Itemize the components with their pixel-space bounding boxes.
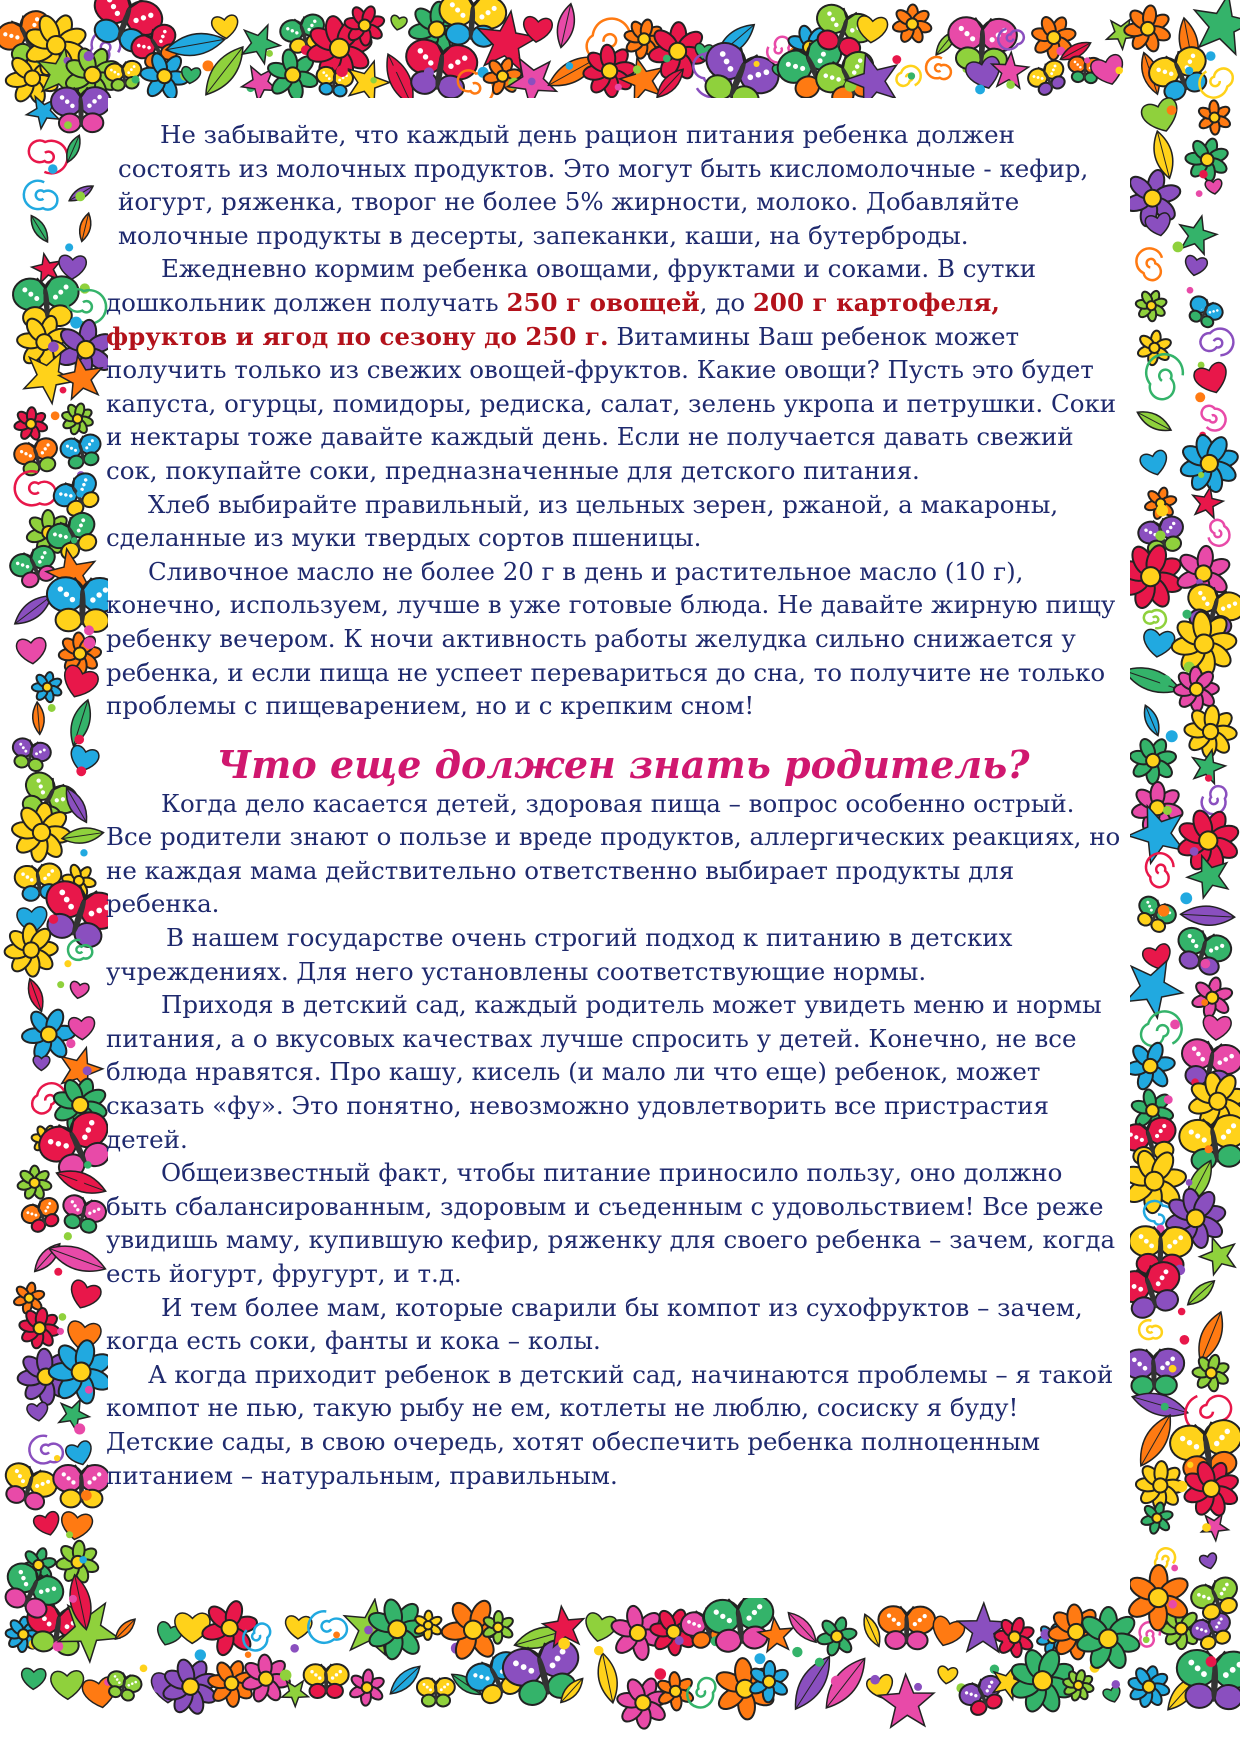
highlight-comma: , (991, 287, 1000, 317)
paragraph (106, 1358, 1128, 1492)
dot-icon (195, 1649, 206, 1660)
flower-icon (20, 1005, 78, 1063)
dot-icon (76, 766, 86, 776)
heart-icon (21, 1668, 46, 1690)
leaf-icon (27, 213, 52, 245)
dot-icon (66, 1531, 73, 1538)
dot-icon (1171, 1565, 1178, 1572)
heart-icon (1142, 629, 1176, 659)
butterfly-icon (1123, 1348, 1185, 1395)
dot-icon (1006, 80, 1015, 89)
dot-icon (892, 55, 901, 64)
dot-icon (1164, 1095, 1173, 1104)
paragraph-text: Ежедневно кормим ребенка овощами, фруктами и соками. В сутки дошкольник должен получать (106, 254, 1037, 317)
heart-icon (389, 15, 408, 32)
leaf-icon (1140, 703, 1163, 738)
swirl-icon (1143, 608, 1168, 630)
dot-icon (558, 1638, 570, 1650)
dot-icon (74, 1423, 85, 1434)
dot-icon (80, 849, 87, 856)
dot-icon (51, 411, 60, 420)
dot-icon (60, 387, 67, 394)
dot-icon (64, 960, 71, 967)
paragraph-text: А когда приходит ребенок в детский сад, начинаются проблемы – я такой компот не пью, такую рыбу не ем, котлеты не люблю, сосиску я буду! Детские сады, в свою очередь, хотят обеспечить ребенка полноценным питанием – натуральным, правильным. (106, 1359, 1114, 1490)
heart-icon (33, 1056, 50, 1071)
flower-icon (891, 4, 933, 45)
dot-icon (1198, 362, 1205, 369)
swirl-icon (1131, 243, 1171, 284)
butterfly-icon (878, 1606, 935, 1650)
dot-icon (654, 1668, 666, 1680)
dot-icon (74, 735, 84, 745)
dot-icon (65, 243, 73, 251)
dot-icon (1168, 1600, 1177, 1609)
dot-icon (59, 1313, 67, 1321)
paragraph-text: , до (699, 287, 746, 317)
paragraph-bread (106, 488, 1128, 555)
paragraph-text: Когда дело касается детей, здоровая пища – вопрос особенно острый. Все родители знают о пользе и вреде продуктов, аллергических реакциях, но не каждая мама действительно ответственно выбирает продукты для ребенка. (106, 788, 1121, 919)
dot-icon (615, 84, 622, 91)
dot-icon (84, 1161, 91, 1168)
dot-icon (1161, 1403, 1169, 1411)
flower-icon (196, 1594, 263, 1661)
swirl-icon (1138, 1319, 1162, 1340)
dot-icon (57, 981, 64, 988)
leaf-icon (112, 1616, 139, 1643)
dot-icon (908, 72, 915, 79)
dot-icon (1173, 242, 1184, 253)
butterfly-icon (51, 87, 111, 133)
dot-icon (1180, 892, 1192, 904)
dot-icon (54, 1455, 60, 1461)
flower-icon (1075, 1607, 1141, 1671)
paragraph (106, 988, 1128, 1156)
paragraph (118, 118, 1128, 252)
dot-icon (1180, 1335, 1190, 1345)
heart-icon (66, 1278, 103, 1312)
swirl-icon (23, 180, 58, 210)
flower-icon (1124, 1661, 1174, 1711)
dot-icon (364, 1626, 373, 1635)
heart-icon (1202, 1015, 1232, 1041)
dot-icon (64, 121, 72, 129)
highlight-potatoes: 200 г картофеля (752, 287, 992, 317)
star-icon (236, 17, 286, 66)
dot-icon (831, 1676, 842, 1687)
dot-icon (54, 1268, 62, 1276)
flower-icon (1179, 132, 1235, 187)
butterfly-icon (0, 1460, 60, 1514)
dot-icon (1160, 675, 1171, 686)
heart-icon (68, 981, 89, 1000)
dot-icon (594, 1646, 603, 1655)
dot-icon (1205, 1145, 1213, 1153)
dot-icon (1198, 472, 1204, 478)
dot-icon (753, 61, 759, 67)
dot-icon (1193, 298, 1204, 309)
butterfly-icon (19, 1195, 65, 1236)
paragraph-text: Хлеб выбирайте правильный, из цельных зерен, ржаной, а макароны, сделанные из муки твердых сортов пшеницы. (106, 489, 1059, 553)
dot-icon (49, 914, 58, 923)
dot-icon (975, 84, 985, 94)
dot-icon (1196, 190, 1203, 197)
dot-icon (81, 1490, 92, 1501)
dot-icon (140, 1665, 148, 1673)
dot-icon (1187, 287, 1194, 294)
flower-icon (1186, 1348, 1236, 1398)
butterfly-icon (1171, 924, 1234, 979)
dot-icon (1186, 1179, 1193, 1186)
highlight-fruits: фруктов и ягод по сезону до 250 г. (106, 321, 609, 351)
dot-icon (64, 1232, 72, 1240)
dot-icon (290, 1644, 299, 1653)
dot-icon (1201, 959, 1211, 969)
leaf-icon (24, 977, 47, 1014)
flower-icon (812, 1611, 862, 1661)
flower-icon (1115, 0, 1181, 62)
dot-icon (1182, 610, 1191, 619)
dot-icon (1155, 531, 1165, 541)
dot-icon (1178, 1308, 1186, 1316)
dot-icon (132, 76, 140, 84)
dot-icon (75, 1180, 84, 1189)
dot-icon (1158, 905, 1170, 917)
paragraph-text: Приходя в детский сад, каждый родитель может увидеть меню и нормы питания, а о вкусовых качествах лучше спросить у детей. Конечно, не все блюда нравятся. Про кашу, кисель (и мало ли что еще) ребенок, может сказать «фу». Это понятно, невозможно удовлетворить все пристрастия детей. (106, 990, 1102, 1154)
dot-icon (1205, 775, 1212, 782)
butterfly-icon (53, 1465, 109, 1507)
dot-icon (66, 1039, 75, 1048)
paragraph (106, 1156, 1128, 1290)
dot-icon (266, 50, 273, 57)
heart-icon (1199, 1552, 1219, 1571)
paragraph-butter (106, 555, 1128, 723)
paragraph-text: Не забывайте, что каждый день рацион питания ребенка должен состоять из молочных продуктов. Это могут быть кисломолочные - кефир, йогурт, ряженка, творог не более 5% жирности, молоко. Добавляйте молочные продукты в десерты, запеканки, каши, на бутерброды. (118, 120, 1089, 250)
butterfly-icon (8, 736, 52, 773)
dot-icon (53, 1641, 64, 1652)
dot-icon (1115, 67, 1123, 75)
dot-icon (245, 1651, 252, 1658)
dot-icon (663, 55, 671, 63)
heart-icon (1205, 179, 1223, 195)
swirl-icon (925, 56, 953, 80)
dot-icon (424, 67, 434, 77)
dot-icon (1199, 170, 1207, 178)
heart-icon (26, 1402, 49, 1422)
heart-icon (32, 1510, 62, 1538)
dot-icon (48, 164, 57, 173)
dot-icon (1201, 999, 1208, 1006)
paragraph-vegetables (106, 252, 1128, 487)
dot-icon (393, 64, 401, 72)
dot-icon (71, 537, 77, 543)
dot-icon (815, 1658, 824, 1667)
dot-icon (1185, 67, 1193, 75)
paragraph (106, 1291, 1128, 1358)
dot-icon (675, 1636, 684, 1645)
butterfly-icon (1132, 893, 1179, 936)
leaf-icon (1134, 406, 1174, 436)
heart-icon (16, 637, 48, 665)
dot-icon (48, 704, 56, 712)
dot-icon (57, 1328, 64, 1335)
dot-icon (79, 1556, 86, 1563)
butterfly-icon (1184, 293, 1225, 331)
dot-icon (754, 1653, 765, 1664)
dot-icon (633, 65, 641, 73)
flower-icon (1130, 285, 1172, 326)
highlight-vegetables: 250 г овощей (506, 287, 700, 317)
butterfly-icon (1025, 57, 1071, 99)
dot-icon (1170, 1020, 1180, 1030)
butterfly-icon (58, 1193, 109, 1236)
flower-icon (1191, 94, 1238, 141)
dot-icon (69, 1595, 77, 1603)
dot-icon (1156, 505, 1168, 517)
heart-icon (59, 1511, 93, 1542)
swirl-icon (1142, 849, 1180, 890)
dot-icon (1206, 1656, 1217, 1667)
paragraph-text: Сливочное масло не более 20 г в день и растительное масло (10 г), конечно, используем, лучше в уже готовые блюда. Не давайте жирную пищу ребенку вечером. К ночи активность работы желудка сильно снижается у ребенка, и если пища не успеет перевариться до сна, то получите не только проблемы с пищеварением, но и с крепким сном! (106, 556, 1116, 721)
dot-icon (1084, 57, 1090, 63)
swirl-icon (1196, 404, 1229, 434)
dot-icon (1202, 1523, 1211, 1532)
dot-icon (870, 1675, 880, 1685)
paragraph-text: И тем более мам, которые сварили бы компот из сухофруктов – зачем, когда есть соки, фанты и кока – колы. (106, 1292, 1083, 1356)
butterfly-icon (314, 66, 354, 98)
dot-icon (1003, 1639, 1009, 1645)
dot-icon (914, 1683, 922, 1691)
paragraph-text: Витамины Ваш ребенок может получить только из свежих овощей-фруктов. Какие овощи? Пусть это будет капуста, огурцы, помидоры, редиска, салат, зелень укропа и петрушки. Соки и нектары тоже давайте каждый день. Если не получается давать свежий сок, покупайте соки, предназначенные для детского питания. (106, 321, 1117, 485)
butterfly-icon (417, 1678, 455, 1707)
leaf-icon (553, 2, 578, 49)
paragraph-text: В нашем государстве очень строгий подход к питанию в детских учреждениях. Для него установлены соответствующие нормы. (106, 923, 1013, 986)
leaf-icon (783, 1608, 821, 1647)
flower-icon (1187, 973, 1237, 1022)
section-2 (106, 787, 1128, 1492)
butterfly-icon (304, 1664, 349, 1698)
dot-icon (1143, 1636, 1150, 1643)
flower-icon (28, 669, 66, 706)
leaf-icon (77, 212, 94, 243)
butterfly-icon (59, 433, 105, 471)
butterfly-icon (499, 1636, 587, 1711)
dot-icon (333, 1631, 340, 1638)
dot-icon (528, 78, 536, 86)
dot-icon (48, 341, 59, 352)
dot-icon (1190, 847, 1199, 856)
heart-icon (1139, 449, 1171, 478)
dot-icon (154, 1684, 163, 1693)
flower-icon (1135, 328, 1175, 368)
paragraph (106, 921, 1128, 988)
section-heading: Что еще должен знать родитель? (216, 741, 1030, 787)
dot-icon (83, 1066, 92, 1075)
dot-icon (1163, 806, 1172, 815)
dot-icon (84, 51, 94, 61)
dot-icon (1176, 1481, 1187, 1492)
dot-icon (1195, 392, 1205, 402)
heart-icon (64, 1440, 95, 1468)
dot-icon (75, 191, 85, 201)
dot-icon (84, 637, 96, 649)
dot-icon (1206, 51, 1216, 61)
heart-icon (936, 1666, 958, 1686)
dot-icon (76, 490, 83, 497)
swirl-icon (1198, 324, 1238, 362)
heart-icon (1183, 255, 1208, 278)
leaf-icon (1184, 1276, 1219, 1309)
dot-icon (85, 1386, 93, 1394)
heart-icon (1102, 1685, 1123, 1704)
dot-icon (792, 1647, 802, 1657)
dot-icon (1169, 1365, 1177, 1373)
heart-icon (1144, 212, 1173, 238)
dot-icon (280, 1669, 292, 1681)
dot-icon (84, 625, 94, 635)
dot-icon (336, 65, 348, 77)
article-body (106, 118, 1128, 1492)
flower-icon (17, 1165, 53, 1200)
flower-icon (343, 1664, 391, 1712)
dot-icon (566, 62, 574, 70)
heart-icon (51, 1671, 85, 1700)
flower-icon (1173, 427, 1240, 500)
leaf-icon (1180, 905, 1235, 927)
dot-icon (1167, 105, 1177, 115)
paragraph (106, 787, 1128, 921)
dot-icon (1112, 1680, 1120, 1688)
paragraph-text: Общеизвестный факт, чтобы питание приносило пользу, оно должно быть сбалансированным, здоровым и съеденным с удовольствием! Все реже увидишь маму, купившую кефир, ряженку для своего ребенка – зачем, когда есть йогурт, фругурт, и т.д. (106, 1158, 1116, 1288)
dot-icon (407, 1641, 413, 1647)
swirl-icon (1201, 785, 1227, 816)
dot-icon (370, 77, 376, 83)
leaf-icon (31, 702, 45, 735)
leaf-icon (61, 825, 105, 846)
dot-icon (1187, 1462, 1193, 1468)
dot-icon (1166, 730, 1178, 742)
heart-icon (1139, 96, 1183, 137)
